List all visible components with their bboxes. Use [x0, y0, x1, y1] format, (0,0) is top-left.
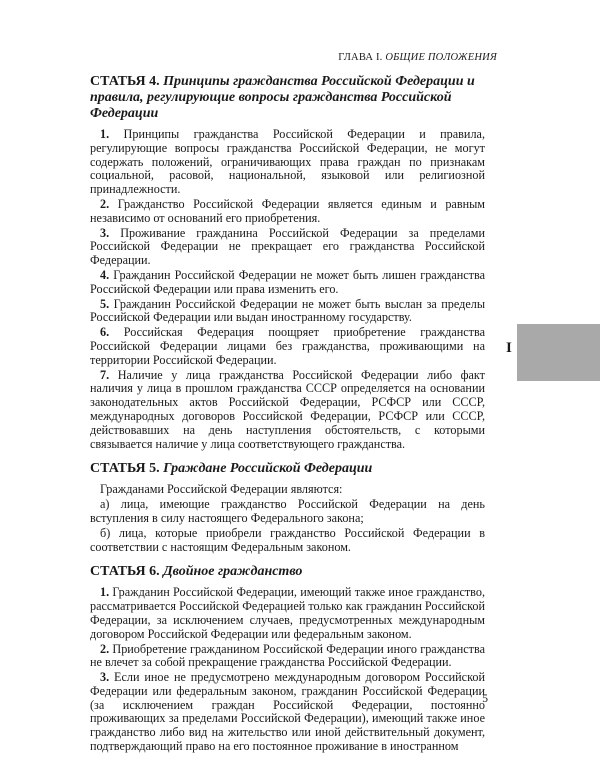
paragraph	[90, 326, 485, 367]
paragraph-number: 6.	[100, 325, 110, 340]
paragraph-text: Наличие у лица гражданства Российской Федерации либо факт наличия у лица в прошлом гражданства СССР определяется на основании законодательных актов Российской Федерации, РСФСР или СССР, международных договоров Российской Федерации, РСФСР или СССР, действовавших на день наступления обстоятельств, с которыми связывается наличие у лица соответствующего гражданства.	[90, 367, 486, 451]
running-header	[338, 52, 497, 63]
page-content	[90, 74, 485, 764]
paragraph	[90, 586, 485, 641]
paragraph-text: Приобретение гражданином Российской Федерации иного гражданства не влечет за собой прекращение гражданства Российской Федерации.	[90, 641, 486, 670]
paragraph	[90, 369, 485, 452]
paragraph-text: Российская Федерация поощряет приобретение гражданства Российской Федерации лицами без гражданства, проживающими на территории Российской Федерации.	[90, 325, 485, 367]
article-number: СТАТЬЯ 4.	[90, 74, 160, 89]
paragraph-text: Если иное не предусмотрено международным договором Российской Федерации или федеральным законом, гражданин Российской Федерации (за исключением граждан Российской Федерации, постоянно проживающих за пределами Российской Федерации), имеющий также иное гражданство либо вид на жительство или иной действительный документ, подтверждающий право на его постоянное проживание в иностранном	[90, 670, 486, 754]
article-title: Граждане Российской Федерации	[163, 461, 373, 477]
paragraph	[90, 643, 485, 671]
paragraph-text: Гражданин Российской Федерации не может быть лишен гражданства Российской Федерации или права изменить его.	[90, 267, 485, 296]
paragraph-number: 1.	[100, 127, 110, 141]
paragraph-text: Проживание гражданина Российской Федерации за пределами Российской Федерации не прекращает его гражданства Российской Федерации.	[90, 225, 486, 268]
article-number: СТАТЬЯ 6.	[90, 564, 160, 580]
paragraph-text: Гражданство Российской Федерации является единым и равным независимо от оснований его приобретения.	[90, 196, 485, 225]
paragraph-number: 7.	[100, 367, 110, 382]
paragraph-text: Гражданин Российской Федерации, имеющий также иное гражданство, рассматривается Российской Федерацией только как гражданин Российской Федерации, за исключением случаев, предусмотренных международным договором Российской Федерации или федеральным законом.	[90, 585, 485, 641]
paragraph	[90, 227, 485, 268]
article-title: Двойное гражданство	[163, 564, 303, 580]
article-6	[90, 564, 485, 754]
paragraph	[90, 298, 485, 326]
paragraph-text: Гражданин Российской Федерации не может быть выслан за пределы Российской Федерации или выдан иностранному государству.	[90, 296, 486, 325]
section-label: ОБЩИЕ ПОЛОЖЕНИЯ	[385, 52, 497, 63]
paragraph	[90, 527, 485, 555]
paragraph	[90, 498, 485, 526]
page-number: 5	[482, 693, 488, 705]
article-number: СТАТЬЯ 5.	[90, 461, 160, 477]
article-heading	[90, 564, 485, 580]
paragraph-number: 2.	[100, 196, 110, 211]
article-title: Принципы гражданства Российской Федерации и правила, регулирующие вопросы гражданства Российской Федерации	[90, 74, 475, 121]
paragraph-number: 3.	[100, 670, 110, 685]
article-5	[90, 461, 485, 554]
chapter-tab	[517, 324, 600, 381]
article-heading	[90, 461, 485, 477]
paragraph-number: 3.	[100, 225, 110, 240]
paragraph-number: 4.	[100, 267, 110, 282]
paragraph-text: б) лица, которые приобрели гражданство Российской Федерации в соответствии с настоящим Федеральным законом.	[90, 525, 485, 554]
paragraph-text: Принципы гражданства Российской Федерации и правила, регулирующие вопросы гражданства Российской Федерации, не могут содержать положений, ограничивающих права граждан по признакам социальной, расовой, национальной, языковой или религиозной принадлежности.	[90, 127, 485, 197]
chapter-label: ГЛАВА I.	[338, 52, 383, 63]
paragraph-text: Гражданами Российской Федерации являются:	[100, 482, 343, 497]
article-heading	[90, 74, 485, 122]
paragraph	[90, 671, 485, 754]
paragraph	[90, 198, 485, 226]
paragraph-number: 5.	[100, 296, 110, 311]
paragraph-number: 2.	[100, 641, 110, 656]
chapter-tab-label: I	[506, 340, 512, 356]
paragraph-text: а) лица, имеющие гражданство Российской Федерации на день вступления в силу настоящего Федерального закона;	[90, 497, 485, 525]
paragraph	[90, 483, 485, 497]
paragraph	[90, 269, 485, 297]
paragraph-number: 1.	[100, 585, 110, 600]
paragraph	[90, 128, 485, 197]
article-4	[90, 74, 485, 451]
